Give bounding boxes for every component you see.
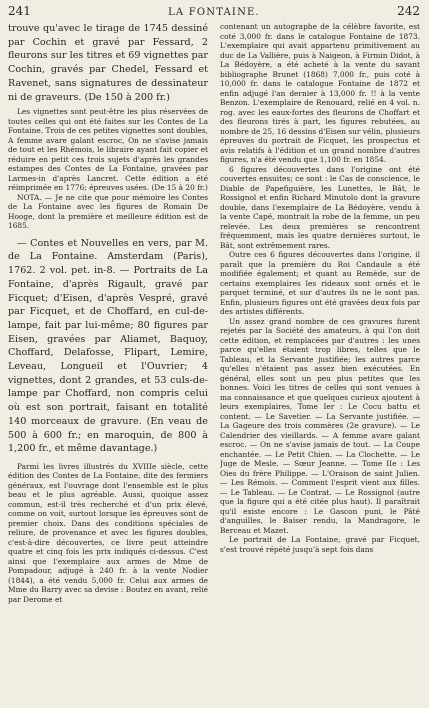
right-column <box>220 22 420 604</box>
right-paragraph-5: Le portrait de La Fontaine, gravé par Ficquet, s'est trouvé répété jusqu'à sept fois dans <box>220 535 420 554</box>
text-columns <box>8 22 420 604</box>
left-paragraph-1: trouve qu'avec le tirage de 1745 dessiné par Cochin et gravé par Fessard, 2 fleurons sur les titres et 69 vignettes par Cochin, gravés par Chedel, Fessard et Ravenet, sans signatures de dessinateur ni de graveurs. (De 150 à 200 fr.) <box>8 23 208 103</box>
right-paragraph-1: contenant un autographe de la célèbre favorite, est coté 3,000 fr. dans le catalogue Fontaine de 1873. L'exemplaire qui avait appartenu primitivement au duc de La Vallière, puis à Naigeon, à Firmin Didot, à La Bédoyère, a été acheté à la vente du savant bibliographe Brunet (1868) 7,000 fr., puis coté à 10,000 fr. dans le catalogue Fontaine de 1872 et enfin adjugé l'an dernier à 13,000 fr. !! à la vente Benzon. L'exemplaire de Renouard, relié en 4 vol. n. rog. avec les eaux-fortes des fleurons de Choffart et des fleurons tirés à part, les figures rebutées, au nombre de 25, 16 dessins d'Eisen sur vélin, plusieurs épreuves du portrait de Ficquet, les prospectus et avis relatifs à l'édition et un grand nombre d'autres figures, n'a été vendu que 1,100 fr. en 1854. <box>220 22 420 164</box>
right-paragraph-3: Outre ces 6 figures découvertes dans l'origine, il paraît que la première du Roi Candaule a été modifiée également; et quant au Remède, sur de certains exemplaires les rideaux sont ornés et le parquet terminé, et sur d'autres ils ne le sont pas. Enfin, plusieurs figures ont été gravées deux fois par des artistes différents. <box>220 250 420 316</box>
left-paragraph-2: Les vignettes sont peut-être les plus réservées de toutes celles qui ont été faites sur les Contes de La Fontaine. Trois de ces petites vignettes sont doubles, A femme avare galant escroc, On ne s'avise jamais de tout et les Rhémois, le libraire ayant fait copier et réduire en petit ces trois sujets d'après les grandes estampes des Contes de La Fontaine, gravées par Larmes-in d'après Lancret. Cette édition a été réimprimée en 1776; épreuves usées. (De 15 à 20 fr.) <box>8 107 208 193</box>
page-number-left: 241 <box>8 4 31 18</box>
left-paragraph-3: NOTA. — Je ne cite que pour mémoire les Contes de La Fontaine avec les figures de Romain De Hooge, dont la première et meilleure édition est de 1685. <box>8 192 208 231</box>
left-column <box>8 22 208 604</box>
left-paragraph-4: — Contes et Nouvelles en vers, par M. de La Fontaine. Amsterdam (Paris), 1762. 2 vol. pet. in-8. — Portraits de La Fontaine, d'après Rigault, gravé par Ficquet; d'Eisen, d'après Vespré, gravé par Ficquet, et de Choffard, en cul-de-lampe, fait par lui-même; 80 figures par Eisen, gravées par Aliamet, Baquoy, Choffard, Delafosse, Flipart, Lemire, Leveau, Longueil et l'Ouvrier; 4 vignettes, dont 2 grandes, et 53 culs-de-lampe par Choffard, non compris celui où est son portrait, faisant en totalité 140 morceaux de gravure. (En veau de 500 à 600 fr.; en maroquin, de 800 à 1,200 fr., et même davantage.) <box>8 237 208 455</box>
running-title: LA FONTAINE. <box>168 7 260 18</box>
page-number-right: 242 <box>397 4 420 18</box>
left-paragraph-5: Parmi les livres illustrés du XVIIIe siècle, cette édition des Contes de La Fontaine, dite des fermiers généraux, est l'ouvrage dont l'ensemble est le plus beau et le plus agréable. Aussi, quoique assez commun, est-il très recherché et d'un prix élevé, comme on voit, surtout lorsque les épreuves sont de premier choix. Dans des conditions spéciales de reliure, de provenance et avec les figures doubles, c'est-à-dire découvertes, ce livre peut atteindre quatre et cinq fois les prix indiqués ci-dessus. C'est ainsi que l'exemplaire aux armes de Mme de Pompadour, adjugé à 240 fr. à la vente Nodier (1844), a été vendu 5,000 fr. Celui aux armes de Mme du Barry avec sa devise : Boutez en avant, relié par Derome et <box>8 461 208 604</box>
right-paragraph-2: 6 figures découvertes dans l'origine ont été couvertes ensuites; ce sont : le Cas de conscience, le Diable de Papefiguière, les Lunettes, le Bât, le Rossignol et enfin Richard Minutolo dont la gravure double, dans l'exemplaire de La Bédoyère, vendu à la vente Capé, montrait la robe de la femme, un peu relevée. Les deux premières se rencontrent fréquemment, mais les quatre dernières surtout, le Bât, sont extrêmement rares. <box>220 164 420 250</box>
page-header <box>8 4 420 20</box>
right-paragraph-4: Un assez grand nombre de ces gravures furent rejetés par la Société des amateurs, à qui l'on doit cette édition, et remplacées par d'autres : les unes parce qu'elles étaient trop libres, telles que le Tableau, et la Servante justifiée; les autres parce qu'elles n'étaient pas assez bien exécutées. En général, elles sont un peu plus petites que les bonnes. Voici les titres de celles qui sont venues à ma connaissance et que quelques curieux ajoutent à leurs exemplaires, Tome Ier : Le Cocu battu et content. — Le Savetier. — La Servante justifiée. — La Gageure des trois commères (2e gravure). — Le Calendrier des vieillards. — A femme avare galant escroc. — On ne s'avise jamais de tout. — La Coupe enchantée. — Le Petit Chien. — La Clochette. — Le Juge de Mesle. — Sœur Jeanne. — Tome IIe : Les Oies du frère Philippe. — L'Oraison de saint Julien. — Les Rémois. — Comment l'esprit vient aux filles. — Le Tableau. — Le Contrat. — Le Rossignol (autre que la figure qui a été citée plus haut). Il paraîtrait qu'il existe encore : Le Gascon puni, le Pâté d'anguilles, le Baiser rendu, la Mandragore, le Berceau et Mazet. <box>220 316 420 535</box>
